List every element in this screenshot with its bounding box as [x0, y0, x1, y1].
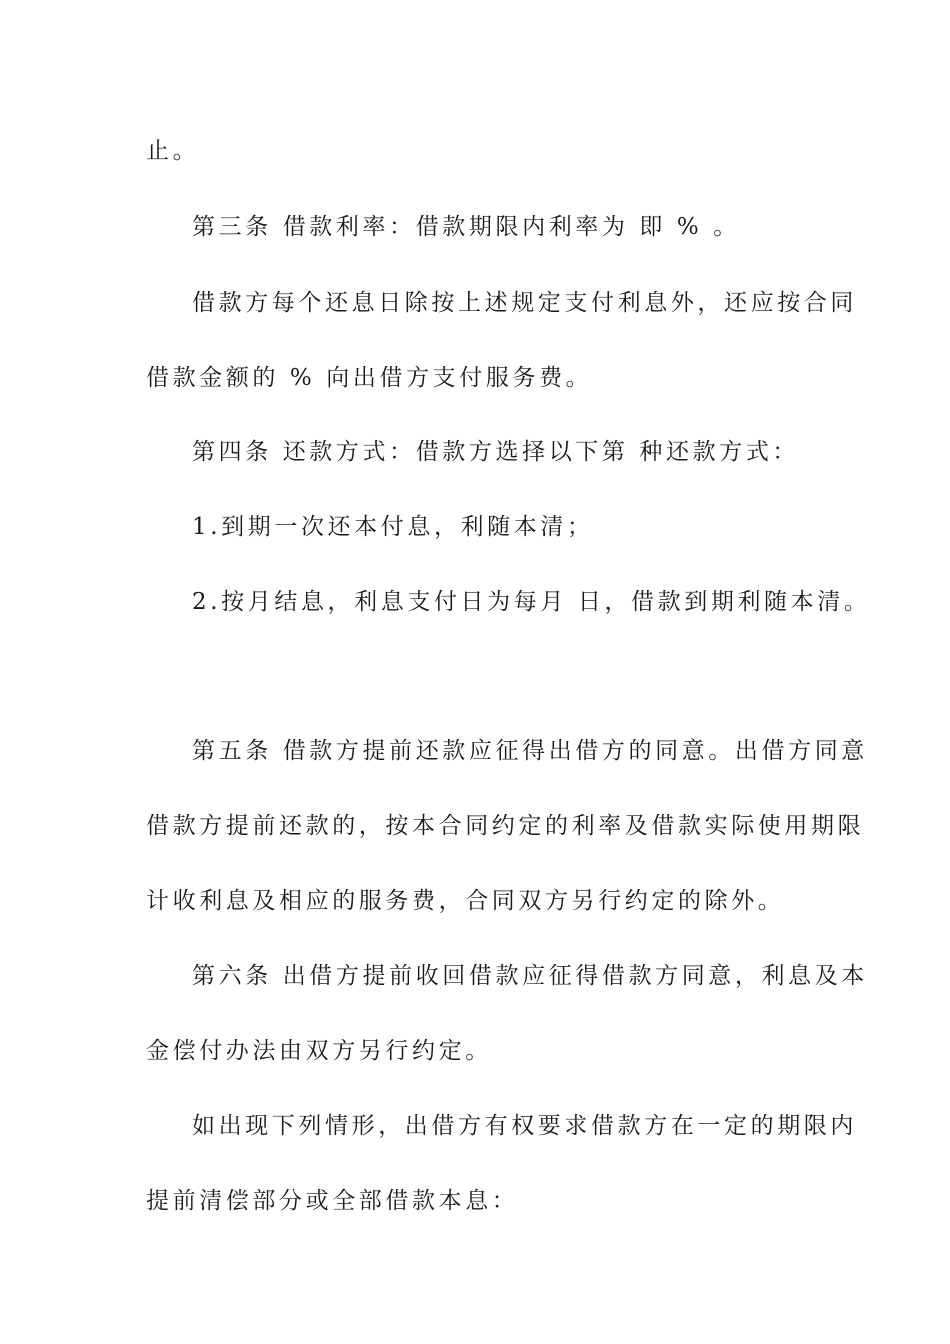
paragraph-line: 借款金额的 % 向出借方支付服务费。: [146, 365, 593, 391]
paragraph-line: 借款方每个还息日除按上述规定支付利息外，还应按合同: [192, 290, 857, 316]
paragraph-line: 止。: [146, 138, 200, 164]
paragraph-line: 计收利息及相应的服务费，合同双方另行约定的除外。: [146, 888, 785, 914]
article-4-heading-line: 第四条 还款方式：借款方选择以下第 种还款方式：: [192, 439, 800, 465]
list-item-2: 2.按月结息，利息支付日为每月 日，借款到期利随本清。: [192, 589, 871, 615]
paragraph-line: 提前清偿部分或全部借款本息：: [146, 1188, 519, 1214]
paragraph-line: 如出现下列情形，出借方有权要求借款方在一定的期限内: [192, 1113, 857, 1139]
list-item-1: 1.到期一次还本付息，利随本清；: [192, 514, 594, 540]
paragraph-line: 借款方提前还款的，按本合同约定的利率及借款实际使用期限: [146, 813, 865, 839]
article-3-heading-line: 第三条 借款利率：借款期限内利率为 即 % 。: [192, 214, 740, 240]
paragraph-line: 金偿付办法由双方另行约定。: [146, 1038, 492, 1064]
article-6-heading-line: 第六条 出借方提前收回借款应征得借款方同意，利息及本: [192, 963, 868, 989]
article-5-heading-line: 第五条 借款方提前还款应征得出借方的同意。出借方同意: [192, 738, 868, 764]
